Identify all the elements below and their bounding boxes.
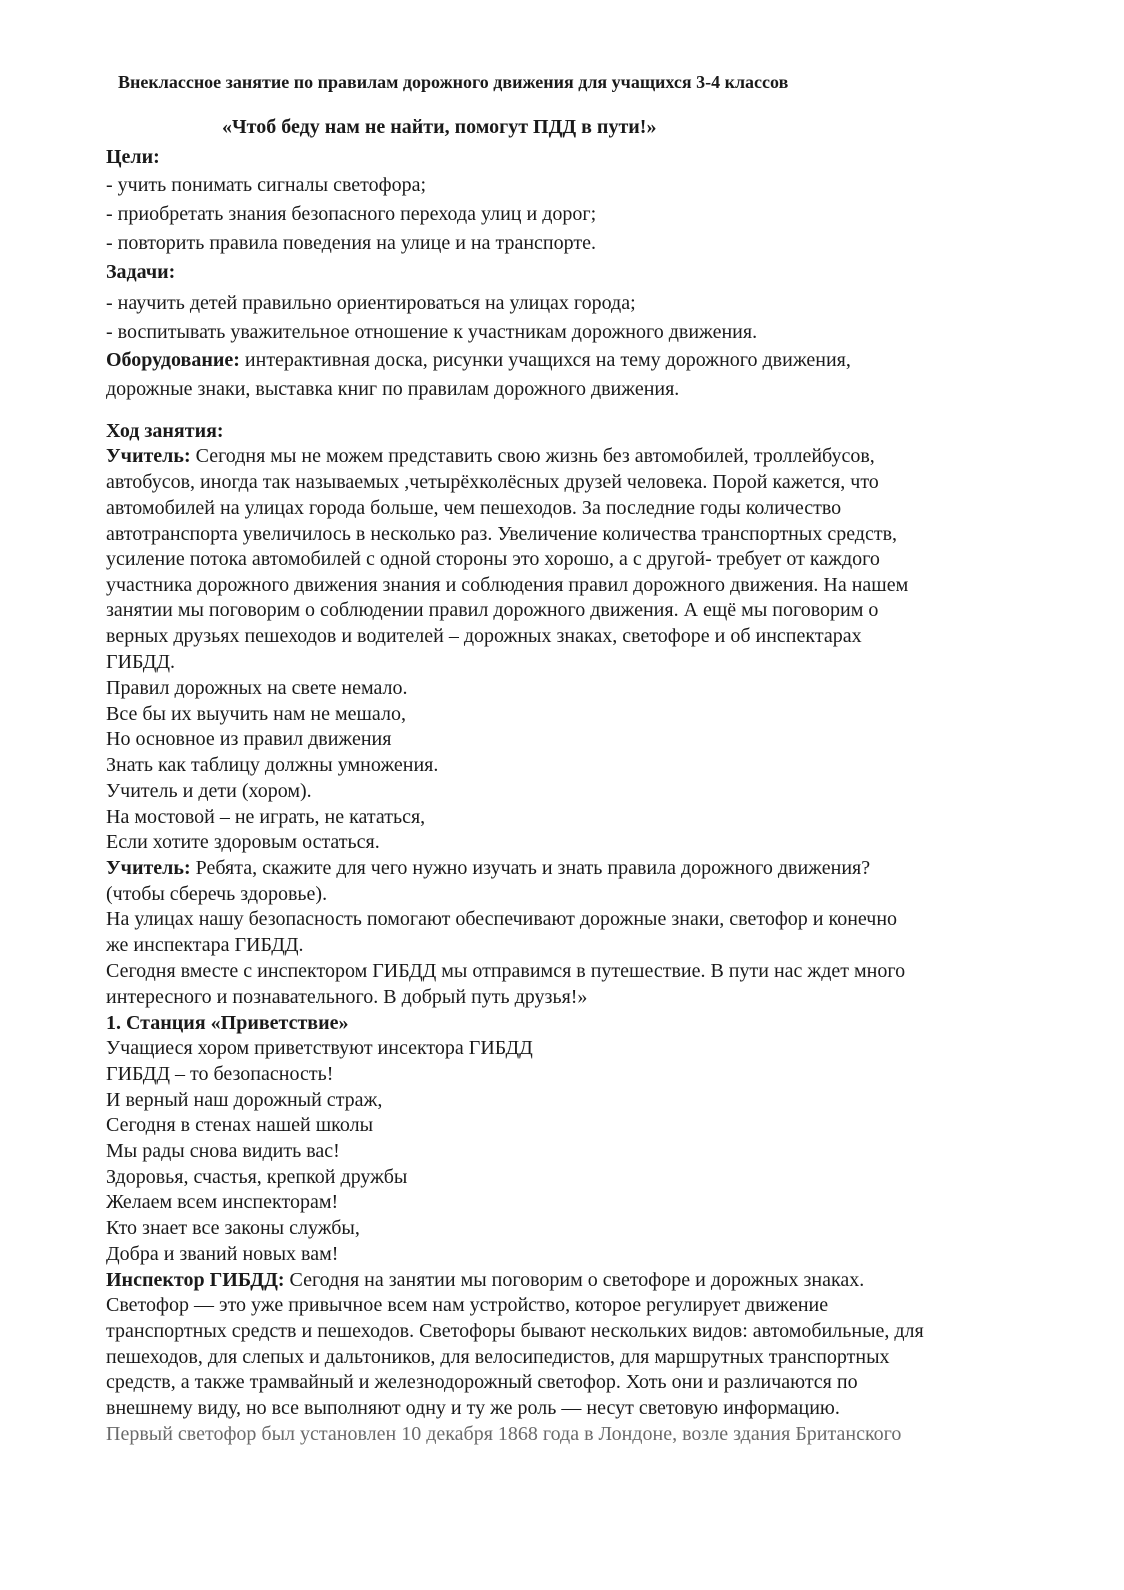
teacher-intro-paragraph (106, 443, 875, 469)
document-subtitle: «Чтоб беду нам не найти, помогут ПДД в пути!» (222, 116, 657, 138)
poem-line: Если хотите здоровым остаться. (106, 831, 380, 853)
text-line: интересного и познавательного. В добрый путь друзья!» (106, 986, 588, 1008)
goal-item: - учить понимать сигналы светофора; (106, 174, 427, 196)
text-line: На улицах нашу безопасность помогают обеспечивают дорожные знаки, светофор и конечно (106, 908, 898, 930)
poem-line: Правил дорожных на свете немало. (106, 677, 408, 699)
inspector-paragraph (106, 1267, 864, 1293)
poem-line: Все бы их выучить нам не мешало, (106, 703, 406, 725)
inspector-label: Инспектор ГИБДД: (106, 1269, 285, 1291)
poem-line: Но основное из правил движения (106, 728, 392, 750)
goal-item: - приобретать знания безопасного перехода улиц и дорог; (106, 203, 597, 225)
poem-line: Сегодня в стенах нашей школы (106, 1114, 374, 1136)
poem-line: ГИБДД – то безопасность! (106, 1063, 334, 1085)
station-heading: 1. Станция «Приветствие» (106, 1012, 349, 1034)
poem-line: Учитель и дети (хором). (106, 780, 312, 802)
teacher-intro-line: усиление потока автомобилей с одной стороны это хорошо, а с другой- требует от каждого (106, 548, 880, 570)
teacher-intro-line: верных друзьях пешеходов и водителей – дорожных знаках, светофоре и об инспектарах (106, 625, 862, 647)
inspector-text: Сегодня на занятии мы поговорим о светофоре и дорожных знаках. (284, 1269, 865, 1291)
equipment-text: интерактивная доска, рисунки учащихся на тему дорожного движения, (239, 349, 851, 371)
teacher-intro-line: автобусов, иногда так называемых ,четырёхколёсных друзей человека. Порой кажется, что (106, 471, 879, 493)
poem-line: Кто знает все законы службы, (106, 1217, 360, 1239)
text-line: средств, а также трамвайный и железнодорожный светофор. Хоть они и различаются по (106, 1371, 858, 1393)
teacher-question-paragraph (106, 855, 870, 881)
poem-line: Учащиеся хором приветствуют инсектора ГИБДД (106, 1037, 533, 1059)
poem-line: И верный наш дорожный страж, (106, 1089, 383, 1111)
text-line: пешеходов, для слепых и дальтоников, для велосипедистов, для маршрутных транспортных (106, 1346, 890, 1368)
teacher-intro-text: Сегодня мы не можем представить свою жизнь без автомобилей, троллейбусов, (190, 445, 875, 467)
text-line: внешнему виду, но все выполняют одну и ту же роль — несут световую информацию. (106, 1397, 840, 1419)
poem-line: На мостовой – не играть, не кататься, (106, 806, 426, 828)
teacher-label: Учитель: (106, 857, 191, 879)
teacher-intro-line: ГИБДД. (106, 651, 176, 673)
teacher-intro-line: участника дорожного движения знания и соблюдения правил дорожного движения. На нашем (106, 574, 909, 596)
text-line-faded: Первый светофор был установлен 10 декабря 1868 года в Лондоне, возле здания Британского (106, 1423, 902, 1445)
teacher-intro-line: автомобилей на улицах города больше, чем пешеходов. За последние годы количество (106, 497, 842, 519)
tasks-heading: Задачи: (106, 261, 176, 283)
text-line: (чтобы сберечь здоровье). (106, 883, 328, 905)
equipment-paragraph (106, 347, 851, 373)
poem-line: Здоровья, счастья, крепкой дружбы (106, 1166, 408, 1188)
teacher-question-text: Ребята, скажите для чего нужно изучать и знать правила дорожного движения? (190, 857, 871, 879)
equipment-text-cont: дорожные знаки, выставка книг по правилам дорожного движения. (106, 378, 680, 400)
teacher-label: Учитель: (106, 445, 191, 467)
task-item: - воспитывать уважительное отношение к участникам дорожного движения. (106, 321, 758, 343)
poem-line: Мы рады снова видить вас! (106, 1140, 340, 1162)
teacher-intro-line: автотранспорта увеличилось в несколько раз. Увеличение количества транспортных средств, (106, 523, 898, 545)
text-line: Сегодня вместе с инспектором ГИБДД мы отправимся в путешествие. В пути нас ждет много (106, 960, 906, 982)
text-line: транспортных средств и пешеходов. Светофоры бывают нескольких видов: автомобильные, для (106, 1320, 924, 1342)
text-line: Светофор — это уже привычное всем нам устройство, которое регулирует движение (106, 1294, 829, 1316)
poem-line: Знать как таблицу должны умножения. (106, 754, 439, 776)
lesson-heading: Ход занятия: (106, 420, 224, 442)
text-line: же инспектара ГИБДД. (106, 934, 304, 956)
document-title: Внеклассное занятие по правилам дорожного движения для учащихся 3-4 классов (118, 72, 789, 92)
poem-line: Добра и званий новых вам! (106, 1243, 339, 1265)
goal-item: - повторить правила поведения на улице и на транспорте. (106, 232, 596, 254)
goals-heading: Цели: (106, 146, 160, 168)
equipment-label: Оборудование: (106, 349, 240, 371)
teacher-intro-line: занятии мы поговорим о соблюдении правил дорожного движения. А ещё мы поговорим о (106, 599, 879, 621)
task-item: - научить детей правильно ориентироваться на улицах города; (106, 292, 636, 314)
poem-line: Желаем всем инспекторам! (106, 1191, 339, 1213)
